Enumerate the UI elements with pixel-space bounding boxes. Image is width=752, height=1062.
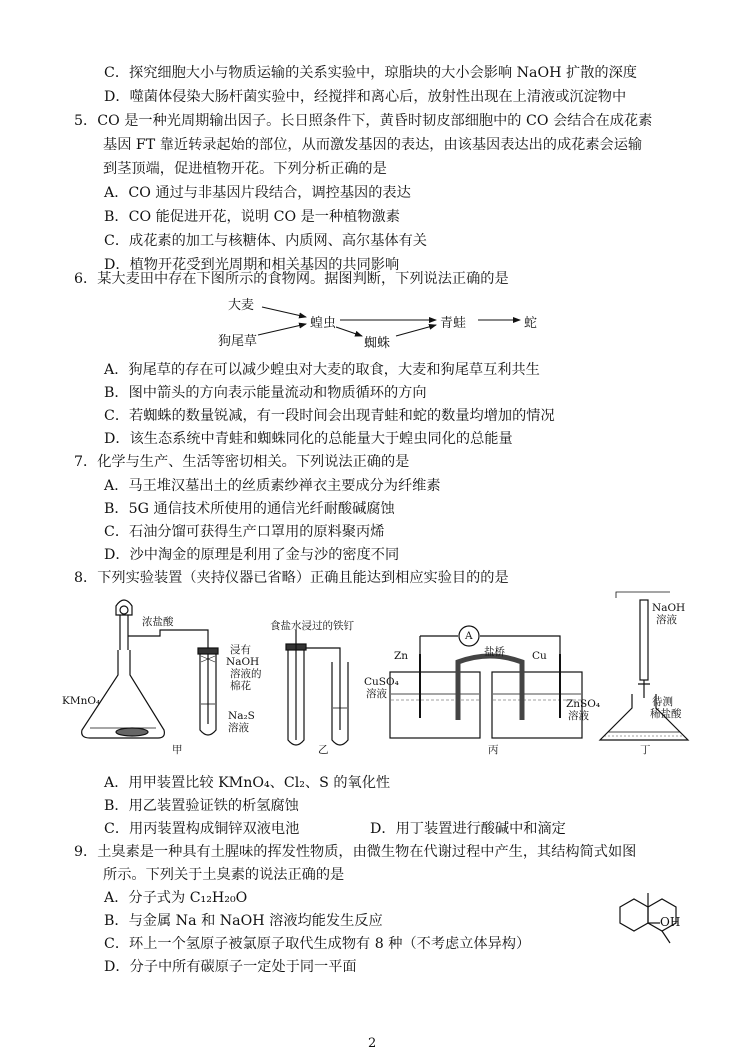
caption-yi: 乙	[318, 744, 329, 756]
q7-option-b: B．5G 通信技术所使用的通信光纤耐酸碱腐蚀	[104, 501, 395, 517]
label-naoh-2: 溶液	[656, 614, 677, 626]
caption-bing: 丙	[488, 744, 499, 756]
frog-node: 青蛙	[440, 316, 467, 331]
q5-option-d: D．植物开花受到光周期和相关基因的共同影响	[104, 257, 400, 273]
label-cotton-4: 棉花	[230, 680, 251, 692]
label-iron-nail: 食盐水浸过的铁钉	[270, 620, 354, 632]
label-zn: Zn	[394, 650, 409, 662]
q8-option-d: D．用丁装置进行酸碱中和滴定	[370, 821, 566, 837]
label-znso4-2: 溶液	[568, 710, 589, 722]
label-na2s-2: 溶液	[228, 722, 249, 734]
snake-node: 蛇	[524, 316, 538, 331]
q6-option-c: C．若蜘蛛的数量锐减，有一段时间会出现青蛙和蛇的数量均增加的情况	[104, 408, 555, 424]
q5-stem-2: 基因 FT 靠近转录起始的部位，从而激发基因的表达，由该基因表达出的成花素会运输	[103, 137, 643, 153]
label-znso4-1: ZnSO₄	[566, 698, 601, 710]
q8-option-b: B．用乙装置验证铁的析氢腐蚀	[104, 798, 299, 814]
q9-option-a: A．分子式为 C₁₂H₂₀O	[104, 890, 248, 906]
label-cotton-3: 溶液的	[230, 668, 262, 680]
label-cotton-2: NaOH	[226, 656, 260, 668]
label-cu: Cu	[532, 650, 547, 662]
locust-node: 蝗虫	[310, 316, 337, 331]
foxtail-node: 狗尾草	[218, 334, 258, 349]
label-naoh-1: NaOH	[652, 602, 686, 614]
q8-option-c: C．用丙装置构成铜锌双液电池	[104, 821, 300, 837]
label-cuso4-1: CuSO₄	[364, 676, 399, 688]
barley-node: 大麦	[228, 298, 255, 313]
q6-option-a: A．狗尾草的存在可以减少蝗虫对大麦的取食，大麦和狗尾草互利共生	[104, 362, 540, 378]
q5-stem-1: 5．CO 是一种光周期输出因子。长日照条件下，黄昏时韧皮部细胞中的 CO 会结合在成花素	[74, 113, 653, 129]
label-ammeter: A	[465, 630, 473, 642]
q7-option-d: D．沙中淘金的原理是利用了金与沙的密度不同	[104, 547, 400, 563]
label-conc-hcl: 浓盐酸	[142, 616, 174, 628]
q4-option-c: C．探究细胞大小与物质运输的关系实验中，琼脂块的大小会影响 NaOH 扩散的深度	[104, 65, 637, 81]
q5-option-b: B．CO 能促进开花，说明 CO 是一种植物激素	[104, 209, 400, 225]
q6-option-b: B．图中箭头的方向表示能量流动和物质循环的方向	[104, 385, 427, 401]
label-cuso4-2: 溶液	[366, 688, 387, 700]
oh-group-label: OH	[660, 915, 681, 929]
q7-option-c: C．石油分馏可获得生产口罩用的原料聚丙烯	[104, 524, 385, 540]
label-kmno4: KMnO₄	[62, 695, 101, 707]
label-hcl-2: 稀盐酸	[650, 708, 682, 720]
q8-option-a: A．用甲装置比较 KMnO₄、Cl₂、S 的氧化性	[104, 775, 391, 791]
food-web-diagram	[200, 290, 560, 350]
label-salt-bridge: 盐桥	[484, 646, 505, 658]
caption-ding: 丁	[640, 744, 651, 756]
q5-option-a: A．CO 通过与非基因片段结合，调控基因的表达	[104, 185, 411, 201]
q9-stem-2: 所示。下列关于土臭素的说法正确的是	[103, 867, 345, 883]
q5-stem-3: 到茎顶端，促进植物开花。下列分析正确的是	[103, 161, 387, 177]
apparatus-figure	[60, 590, 720, 760]
q6-option-d: D．该生态系统中青蛙和蜘蛛同化的总能量大于蝗虫同化的总能量	[104, 431, 513, 447]
q8-stem: 8．下列实验装置（夹持仪器已省略）正确且能达到相应实验目的的是	[74, 570, 509, 586]
q7-option-a: A．马王堆汉墓出土的丝质素纱禅衣主要成分为纤维素	[104, 478, 441, 494]
q9-option-b: B．与金属 Na 和 NaOH 溶液均能发生反应	[104, 913, 383, 929]
q5-option-c: C．成花素的加工与核糖体、内质网、高尔基体有关	[104, 233, 427, 249]
label-cotton-1: 浸有	[230, 644, 251, 656]
spider-node: 蜘蛛	[364, 336, 391, 351]
page-number: 2	[368, 1036, 377, 1051]
q7-stem: 7．化学与生产、生活等密切相关。下列说法正确的是	[74, 454, 410, 470]
q6-stem: 6．某大麦田中存在下图所示的食物网。据图判断，下列说法正确的是	[74, 271, 509, 287]
label-na2s-1: Na₂S	[228, 710, 255, 722]
q4-option-d: D．噬菌体侵染大肠杆菌实验中，经搅拌和离心后，放射性出现在上清液或沉淀物中	[104, 89, 627, 105]
q9-option-d: D．分子中所有碳原子一定处于同一平面	[104, 959, 357, 975]
geosmin-structure	[610, 885, 700, 955]
q9-stem-1: 9．土臭素是一种具有土腥味的挥发性物质，由微生物在代谢过程中产生，其结构简式如图	[74, 844, 637, 860]
caption-jia: 甲	[172, 744, 183, 756]
q9-option-c: C．环上一个氢原子被氯原子取代生成物有 8 种（不考虑立体异构）	[104, 936, 531, 952]
label-hcl-1: 待测	[652, 696, 673, 708]
